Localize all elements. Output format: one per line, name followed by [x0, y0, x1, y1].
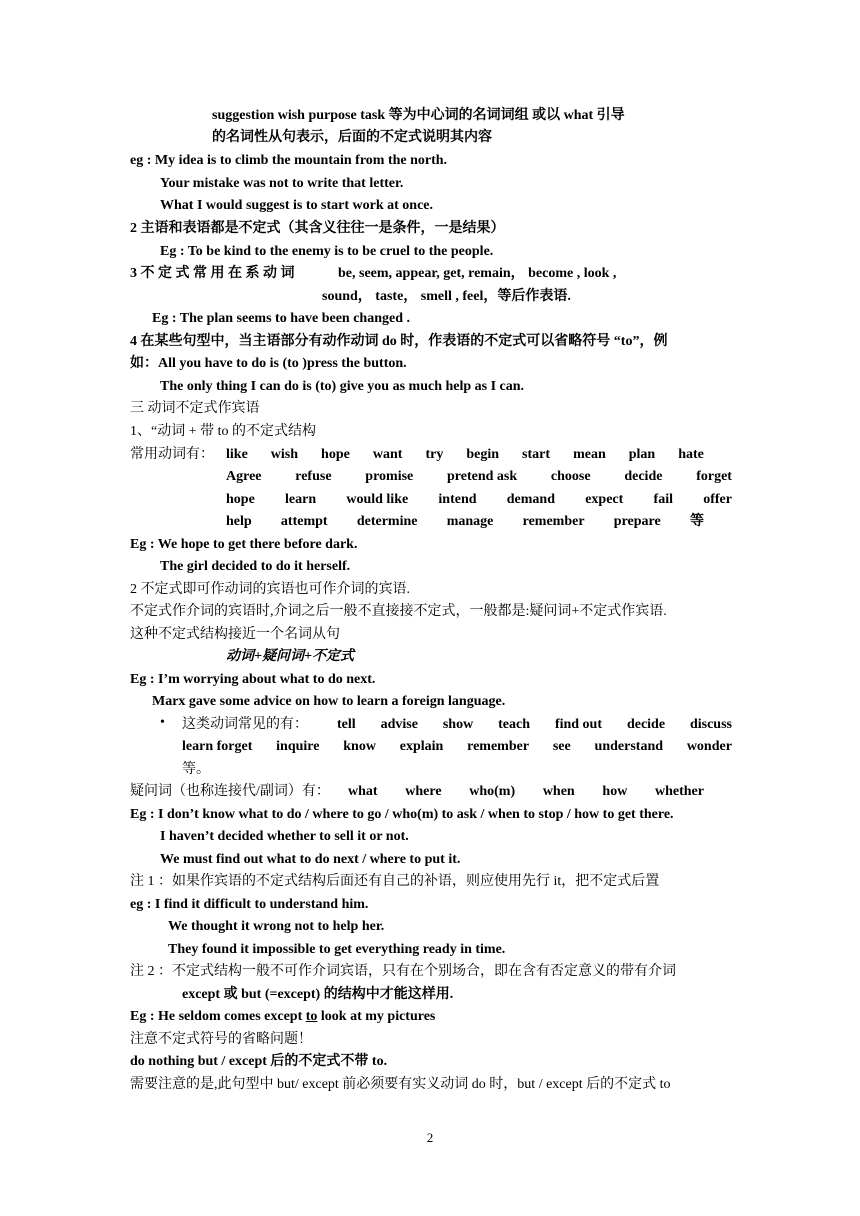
section-heading: 4 在某些句型中，当主语部分有动作动词 do 时，作表语的不定式可以省略符号 “to”，例	[130, 334, 668, 349]
verb: see	[552, 739, 571, 754]
note-line: 注 2 ：不定式结构一般不可作介词宾语，只有在个别场合，即在含有否定意义的带有介词	[130, 964, 676, 979]
example-text: look at my pictures	[317, 1009, 436, 1024]
verb: advise	[380, 717, 418, 732]
verb: prepare	[613, 514, 661, 529]
question-words-label: 疑问词（也称连接代/副词）有：	[130, 784, 330, 799]
question-word: how	[602, 784, 628, 799]
text-line-2: 的名词性从句表示，后面的不定式说明其内容	[212, 130, 492, 145]
verb: attempt	[280, 514, 328, 529]
verb: hate	[678, 447, 704, 462]
verb: wish	[270, 447, 299, 462]
example-line: We must find out what to do next / where to put it.	[160, 852, 461, 867]
verb: choose	[550, 469, 591, 484]
verb: hope	[321, 447, 350, 462]
verb: try	[425, 447, 444, 462]
verb: would like	[346, 492, 409, 507]
verb: decide	[624, 469, 663, 484]
text-line: 如：All you have to do is (to )press the button.	[130, 356, 407, 371]
example-line: Eg : To be kind to the enemy is to be cruel to the people.	[160, 244, 494, 259]
verb: know	[343, 739, 376, 754]
linking-verbs-line: be, seem, appear, get, remain， become , look ,	[338, 266, 617, 281]
example-line: I haven’t decided whether to sell it or not.	[160, 829, 409, 844]
verb-row	[226, 513, 704, 531]
text-line: 这种不定式结构接近一个名词从句	[130, 627, 340, 642]
verb: Agree	[226, 469, 262, 484]
common-verbs-label: 这类动词常见的有：	[182, 717, 308, 732]
text-line: do nothing but / except 后的不定式不带 to.	[130, 1054, 388, 1069]
common-verbs-label: 常用动词有：	[130, 447, 214, 462]
verb-row	[226, 446, 704, 464]
verb: offer	[703, 492, 732, 507]
chapter-heading: 三 动词不定式作宾语	[130, 401, 260, 416]
verb: want	[372, 447, 403, 462]
text-line: 不定式作介词的宾语时,介词之后一般不直接接不定式，一般都是:疑问词+不定式作宾语.	[130, 604, 667, 619]
example-line: Eg : We hope to get there before dark.	[130, 537, 358, 552]
section-heading: 1、“动词 + 带 to 的不定式结构	[130, 424, 316, 439]
verb: intend	[438, 492, 477, 507]
verb: promise	[365, 469, 414, 484]
linking-verbs-line: sound， taste， smell , feel，等后作表语.	[322, 289, 571, 304]
example-text: Eg : He seldom comes except	[130, 1009, 306, 1024]
text-line: 需要注意的是,此句型中 but/ except 前必须要有实义动词 do 时，but / except 后的不定式 to	[130, 1077, 671, 1092]
verb: forget	[696, 469, 732, 484]
question-words-row	[348, 783, 704, 801]
pattern-formula: 动词+疑问词+不定式	[226, 649, 354, 664]
verb: start	[522, 447, 551, 462]
example-line: The girl decided to do it herself.	[160, 559, 351, 574]
verb: plan	[628, 447, 656, 462]
text-line: 等。	[182, 762, 210, 777]
question-word: who(m)	[469, 784, 516, 799]
verb-row	[226, 491, 732, 509]
verb: explain	[399, 739, 444, 754]
question-word: when	[542, 784, 575, 799]
verb-row	[182, 738, 732, 756]
verb: 等	[689, 514, 704, 529]
example-line: eg : I find it difficult to understand him.	[130, 897, 369, 912]
verb: mean	[573, 447, 606, 462]
verb: understand	[594, 739, 664, 754]
example-line: Eg : I don’t know what to do / where to go / who(m) to ask / when to stop / how to get there.	[130, 807, 674, 822]
question-word: whether	[655, 784, 704, 799]
example-line: Eg : The plan seems to have been changed .	[152, 311, 410, 326]
verb: remember	[467, 739, 530, 754]
example-line: Marx gave some advice on how to learn a foreign language.	[152, 694, 506, 709]
verb: teach	[498, 717, 531, 732]
example-line: Eg : I’m worrying about what to do next.	[130, 672, 376, 687]
note-line: 注 1 ：如果作宾语的不定式结构后面还有自己的补语，则应使用先行 it，把不定式后置	[130, 874, 660, 889]
section-heading: 3 不 定 式 常 用 在 系 动 词	[130, 266, 295, 281]
verb: learn	[285, 492, 317, 507]
verb: demand	[506, 492, 555, 507]
verb: begin	[466, 447, 500, 462]
verb: learn forget	[182, 739, 253, 754]
verb: like	[226, 447, 248, 462]
verb: remember	[522, 514, 585, 529]
verb-row	[226, 468, 732, 486]
example-line: eg : My idea is to climb the mountain from the north.	[130, 153, 448, 168]
verb: show	[442, 717, 474, 732]
verb: refuse	[295, 469, 332, 484]
question-word: what	[348, 784, 378, 799]
example-line: Your mistake was not to write that letter.	[160, 176, 404, 191]
verb: help	[226, 514, 252, 529]
example-line: What I would suggest is to start work at once.	[160, 198, 433, 213]
verb: manage	[446, 514, 494, 529]
section-heading: 2 主语和表语都是不定式（其含义往往一是条件，一是结果）	[130, 221, 505, 236]
verb: hope	[226, 492, 255, 507]
verb: fail	[653, 492, 673, 507]
verb: pretend ask	[447, 469, 518, 484]
text-line: 注意不定式符号的省略问题！	[130, 1032, 312, 1047]
bullet-icon: •	[160, 715, 165, 730]
verb: discuss	[689, 717, 732, 732]
example-line	[130, 1008, 435, 1026]
verb: expect	[585, 492, 624, 507]
verb: inquire	[276, 739, 320, 754]
question-word: where	[405, 784, 442, 799]
verb: determine	[356, 514, 418, 529]
example-line: We thought it wrong not to help her.	[168, 919, 385, 934]
verb-row	[337, 716, 732, 734]
verb: wonder	[686, 739, 732, 754]
example-line: The only thing I can do is (to) give you as much help as I can.	[160, 379, 525, 394]
example-line: They found it impossible to get everything ready in time.	[168, 942, 506, 957]
note-line: except 或 but (=except) 的结构中才能这样用.	[182, 987, 454, 1002]
section-heading: 2 不定式即可作动词的宾语也可作介词的宾语.	[130, 582, 410, 597]
page-number: 2	[426, 1130, 434, 1145]
text-line-1: suggestion wish purpose task 等为中心词的名词词组 或以 what 引导	[212, 108, 625, 123]
underlined-to: to	[305, 1009, 318, 1024]
verb: find out	[554, 717, 603, 732]
verb: decide	[626, 717, 666, 732]
verb: tell	[337, 717, 356, 732]
